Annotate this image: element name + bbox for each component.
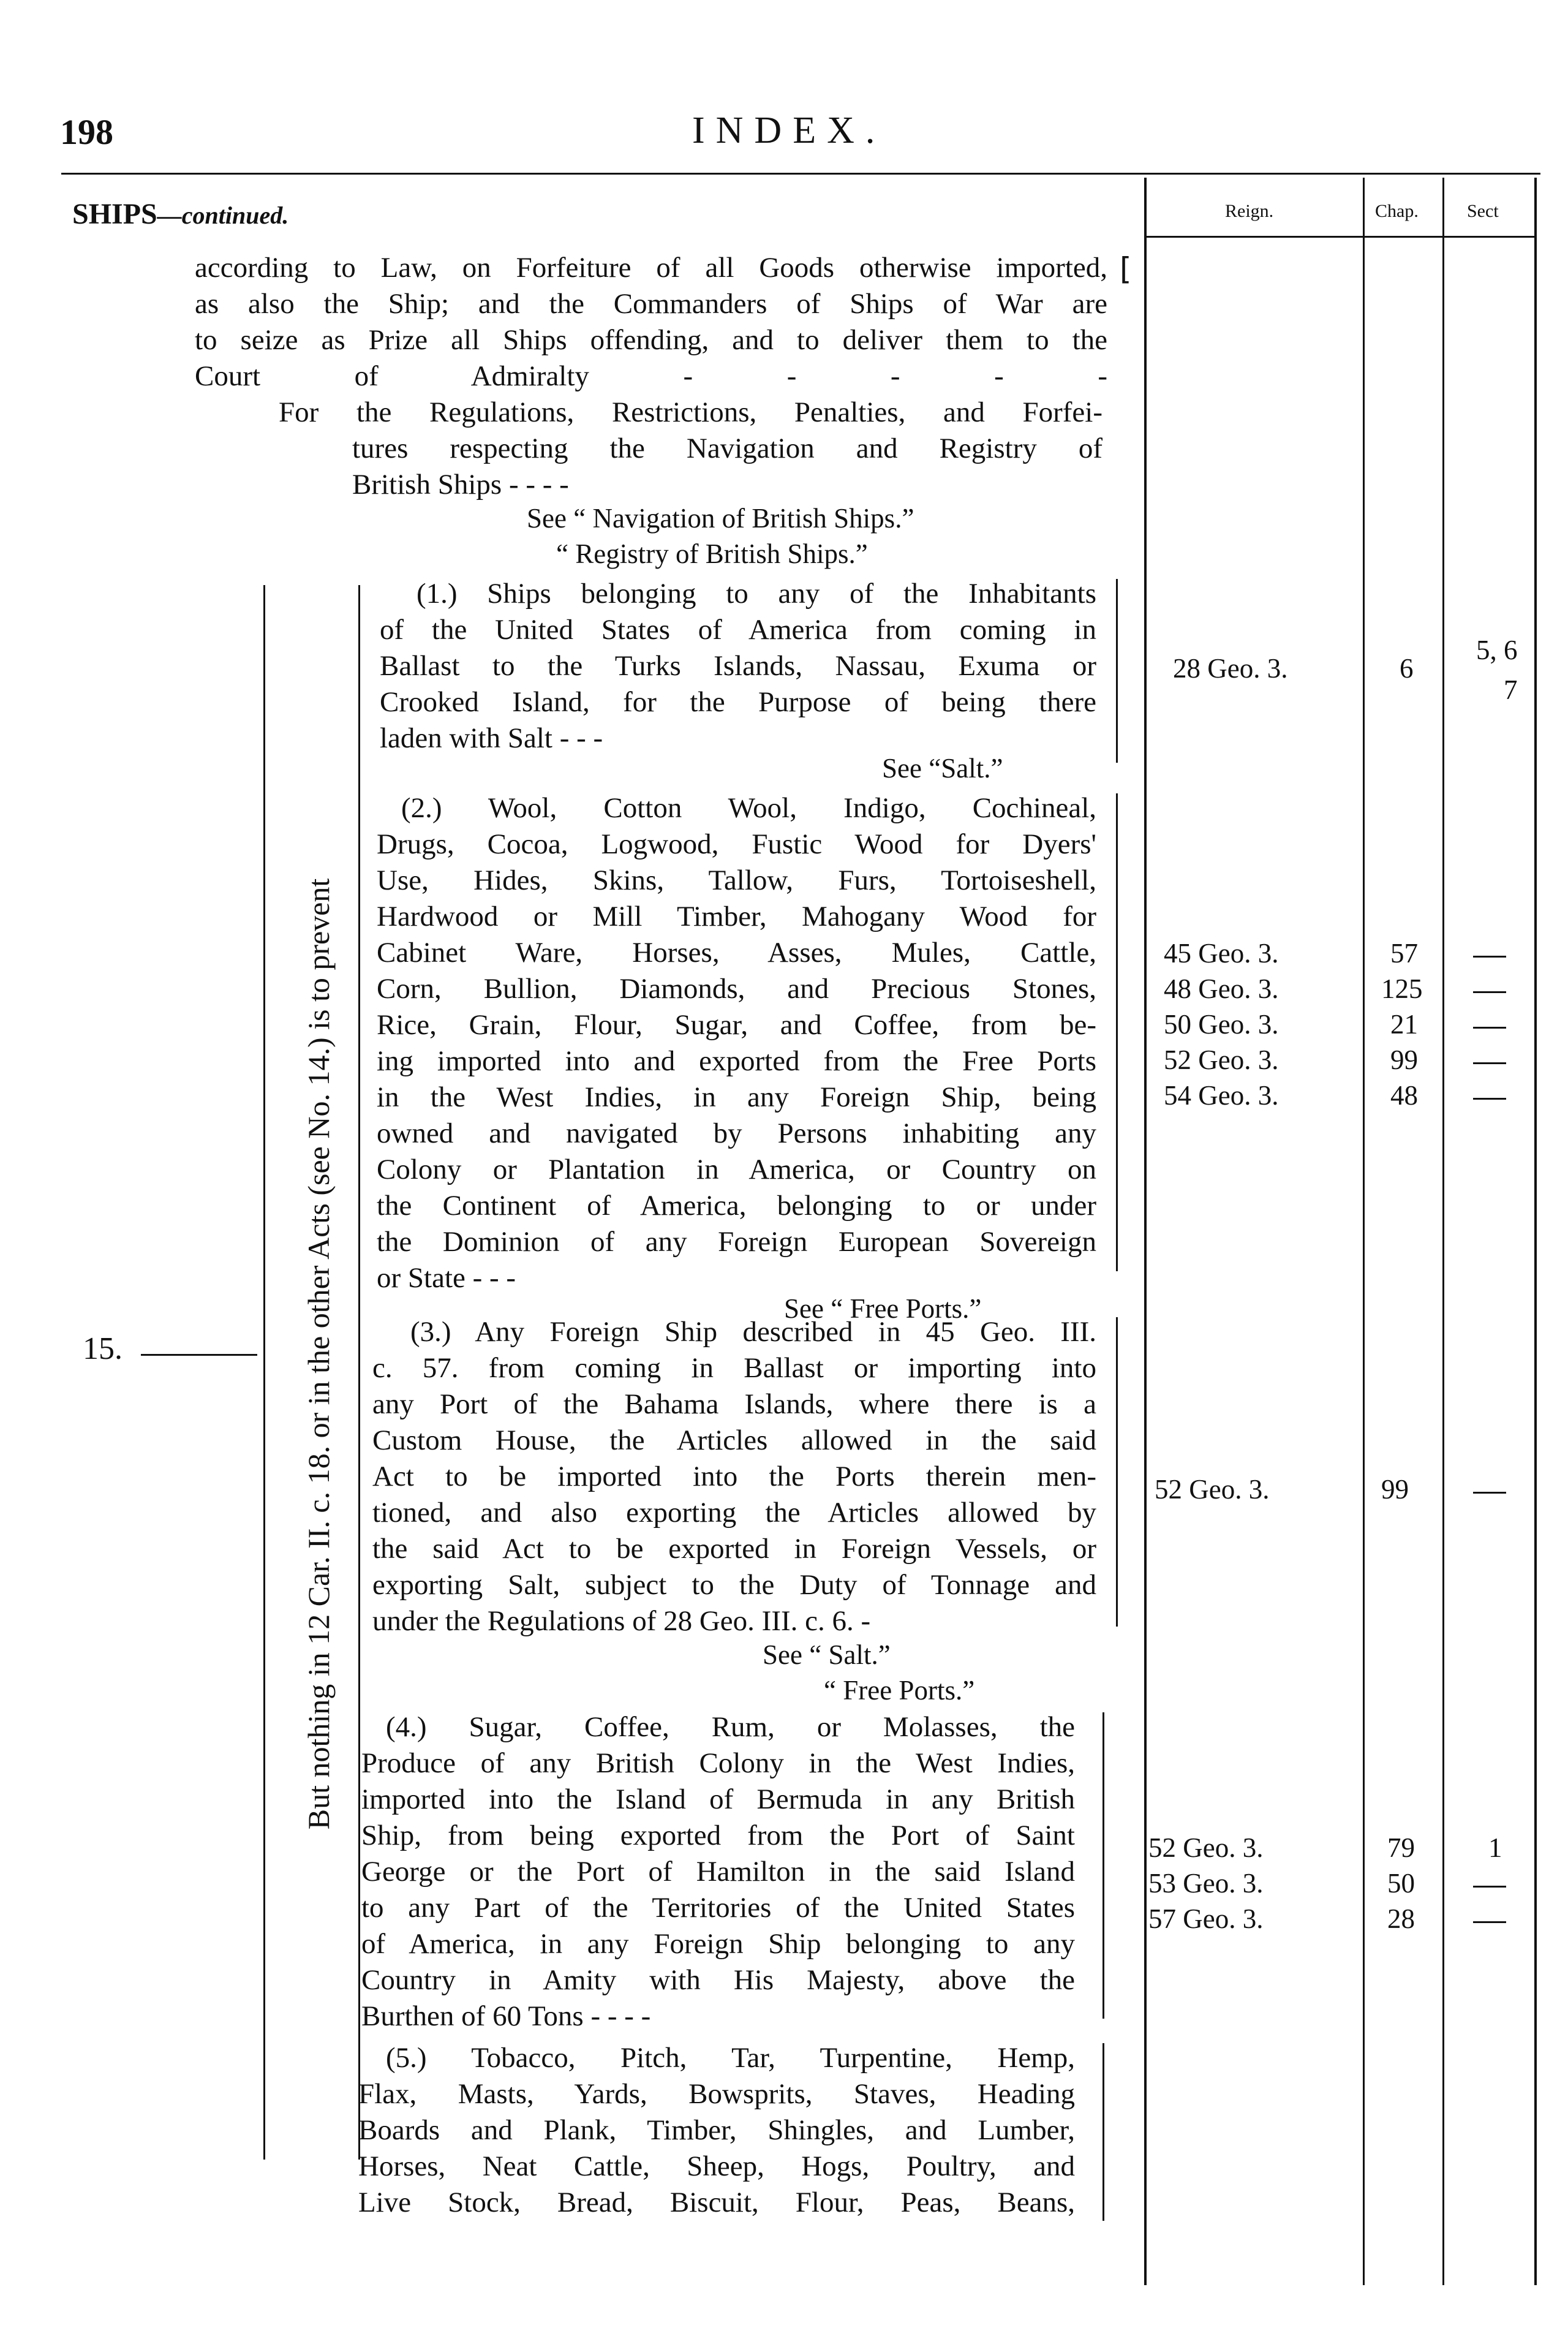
sect-dash xyxy=(1473,1921,1506,1923)
chap-value: 6 xyxy=(1400,653,1414,684)
chap-value: 48 xyxy=(1390,1080,1418,1111)
text-line: of America, in any Foreign Ship belonging to any xyxy=(361,1928,1075,1960)
column-rule-reign xyxy=(1363,178,1365,2285)
text-line: owned and navigated by Persons inhabiting any xyxy=(377,1117,1096,1149)
header-rule xyxy=(61,173,1540,175)
text-line: (3.) Any Foreign Ship described in 45 Geo. III. xyxy=(410,1316,1096,1348)
section-heading xyxy=(72,197,288,231)
text-line: tioned, and also exporting the Articles allowed by xyxy=(372,1497,1096,1529)
running-head: INDEX. xyxy=(692,110,886,151)
entry-brace xyxy=(1102,2043,1104,2221)
column-head-chap: Chap. xyxy=(1375,201,1419,221)
sect-dash xyxy=(1473,1098,1506,1100)
entry-number: 15. xyxy=(83,1331,123,1366)
continued-label: —continued. xyxy=(157,202,289,229)
chap-value: 28 xyxy=(1387,1903,1415,1934)
entry-number-leader xyxy=(141,1354,257,1356)
side-bracket-inner xyxy=(358,585,360,2160)
text-line: (2.) Wool, Cotton Wool, Indigo, Cochineal, xyxy=(401,792,1096,824)
reign-value: 28 Geo. 3. xyxy=(1173,653,1288,684)
text-line: the Dominion of any Foreign European Sovereign xyxy=(377,1226,1096,1258)
sect-dash xyxy=(1473,1027,1506,1029)
see-reference: See “ Navigation of British Ships.” xyxy=(527,503,914,534)
reign-value: 53 Geo. 3. xyxy=(1148,1868,1264,1899)
column-head-sect: Sect xyxy=(1467,201,1499,221)
text-line: according to Law, on Forfeiture of all Goods otherwise imported, xyxy=(195,252,1107,284)
text-line: Produce of any British Colony in the West Indies, xyxy=(361,1747,1075,1779)
text-line: Ballast to the Turks Islands, Nassau, Exuma or xyxy=(380,650,1096,682)
text-line: any Port of the Bahama Islands, where there is a xyxy=(372,1388,1096,1420)
text-line: Boards and Plank, Timber, Shingles, and Lumber, xyxy=(358,2114,1075,2146)
text-line: Cabinet Ware, Horses, Asses, Mules, Cattle, xyxy=(377,937,1096,969)
column-rule-sect xyxy=(1534,178,1537,2285)
text-line: exporting Salt, subject to the Duty of Tonnage and xyxy=(372,1569,1096,1601)
column-head-rule xyxy=(1144,236,1536,238)
text-line: Hardwood or Mill Timber, Mahogany Wood for xyxy=(377,901,1096,932)
column-rule-chap xyxy=(1442,178,1444,2285)
text-line: Ship, from being exported from the Port of Saint xyxy=(361,1820,1075,1851)
column-rule-text xyxy=(1144,178,1147,2285)
reign-value: 48 Geo. 3. xyxy=(1164,973,1279,1004)
text-line: Flax, Masts, Yards, Bowsprits, Staves, Heading xyxy=(358,2078,1075,2110)
chap-value: 99 xyxy=(1381,1474,1409,1505)
see-reference: See “Salt.” xyxy=(882,753,1003,784)
see-reference: See “ Salt.” xyxy=(763,1639,891,1670)
column-head-reign: Reign. xyxy=(1225,201,1274,221)
text-line: laden with Salt - - - xyxy=(380,722,603,754)
text-line: or State - - - xyxy=(377,1262,516,1294)
text-line: George or the Port of Hamilton in the said Island xyxy=(361,1856,1075,1888)
chap-value: 21 xyxy=(1390,1009,1418,1040)
brace-right: [ xyxy=(1120,251,1132,287)
sect-value: 1 xyxy=(1488,1832,1502,1863)
entry-brace xyxy=(1116,793,1118,1271)
text-line: Court of Admiralty - - - - - xyxy=(195,360,1107,392)
text-line: to any Part of the Territories of the United States xyxy=(361,1892,1075,1924)
text-line: (4.) Sugar, Coffee, Rum, or Molasses, the xyxy=(386,1711,1075,1743)
text-line: Act to be imported into the Ports therein men- xyxy=(372,1461,1096,1492)
chap-value: 57 xyxy=(1390,938,1418,969)
text-line: Use, Hides, Skins, Tallow, Furs, Tortoiseshell, xyxy=(377,864,1096,896)
text-line: Crooked Island, for the Purpose of being there xyxy=(380,686,1096,718)
text-line: (1.) Ships belonging to any of the Inhabitants xyxy=(417,578,1096,610)
sect-dash xyxy=(1473,1886,1506,1888)
reign-value: 52 Geo. 3. xyxy=(1148,1832,1264,1863)
chap-value: 50 xyxy=(1387,1868,1415,1899)
sect-value: 7 xyxy=(1504,675,1518,705)
reign-value: 57 Geo. 3. xyxy=(1148,1903,1264,1934)
text-line: as also the Ship; and the Commanders of Ships of War are xyxy=(195,288,1107,320)
text-line: Corn, Bullion, Diamonds, and Precious Stones, xyxy=(377,973,1096,1005)
see-reference: See “ Free Ports.” xyxy=(784,1293,982,1324)
chap-value: 125 xyxy=(1381,973,1423,1004)
text-line: the Continent of America, belonging to or under xyxy=(377,1190,1096,1222)
reign-value: 45 Geo. 3. xyxy=(1164,938,1279,969)
text-line: the said Act to be exported in Foreign Vessels, or xyxy=(372,1533,1096,1565)
text-line: Colony or Plantation in America, or Country on xyxy=(377,1154,1096,1185)
reign-value: 54 Geo. 3. xyxy=(1164,1080,1279,1111)
side-bracket-outer xyxy=(263,585,265,2160)
section-title: SHIPS xyxy=(72,198,157,230)
text-line: tures respecting the Navigation and Registry of xyxy=(352,433,1102,464)
text-line: imported into the Island of Bermuda in any British xyxy=(361,1783,1075,1815)
sect-dash xyxy=(1473,956,1506,958)
text-line: British Ships - - - - xyxy=(352,469,569,501)
text-line: Rice, Grain, Flour, Sugar, and Coffee, from be- xyxy=(377,1009,1096,1041)
sect-dash xyxy=(1473,1062,1506,1064)
text-line: of the United States of America from coming in xyxy=(380,614,1096,646)
text-line: to seize as Prize all Ships offending, and to deliver them to the xyxy=(195,324,1107,356)
chap-value: 79 xyxy=(1387,1832,1415,1863)
text-line: in the West Indies, in any Foreign Ship, being xyxy=(377,1081,1096,1113)
sect-dash xyxy=(1473,1492,1506,1494)
text-line: Burthen of 60 Tons - - - - xyxy=(361,2000,651,2032)
chap-value: 99 xyxy=(1390,1045,1418,1075)
entry-brace xyxy=(1116,1317,1118,1627)
text-line: under the Regulations of 28 Geo. III. c. 6. - xyxy=(372,1605,871,1637)
sect-value: 5, 6 xyxy=(1476,635,1518,665)
page-number: 198 xyxy=(60,112,113,152)
side-qualifier-label: But nothing in 12 Car. II. c. 18. or in the other Acts (see No. 14.) is to prevent xyxy=(301,878,336,1830)
text-line: Drugs, Cocoa, Logwood, Fustic Wood for Dyers' xyxy=(377,828,1096,860)
text-line: For the Regulations, Restrictions, Penalties, and Forfei- xyxy=(279,396,1102,428)
see-reference: “ Free Ports.” xyxy=(824,1675,975,1706)
entry-brace xyxy=(1116,579,1118,763)
text-line: Country in Amity with His Majesty, above the xyxy=(361,1964,1075,1996)
text-line: Live Stock, Bread, Biscuit, Flour, Peas, Beans, xyxy=(358,2187,1075,2218)
text-line: Horses, Neat Cattle, Sheep, Hogs, Poultry, and xyxy=(358,2150,1075,2182)
reign-value: 52 Geo. 3. xyxy=(1155,1474,1270,1505)
text-line: (5.) Tobacco, Pitch, Tar, Turpentine, Hemp, xyxy=(386,2042,1075,2074)
sect-dash xyxy=(1473,991,1506,993)
text-line: c. 57. from coming in Ballast or importing into xyxy=(372,1352,1096,1384)
text-line: ing imported into and exported from the Free Ports xyxy=(377,1045,1096,1077)
see-reference: “ Registry of British Ships.” xyxy=(556,539,868,569)
text-line: Custom House, the Articles allowed in the said xyxy=(372,1424,1096,1456)
reign-value: 50 Geo. 3. xyxy=(1164,1009,1279,1040)
entry-brace xyxy=(1102,1712,1104,2019)
reign-value: 52 Geo. 3. xyxy=(1164,1045,1279,1075)
